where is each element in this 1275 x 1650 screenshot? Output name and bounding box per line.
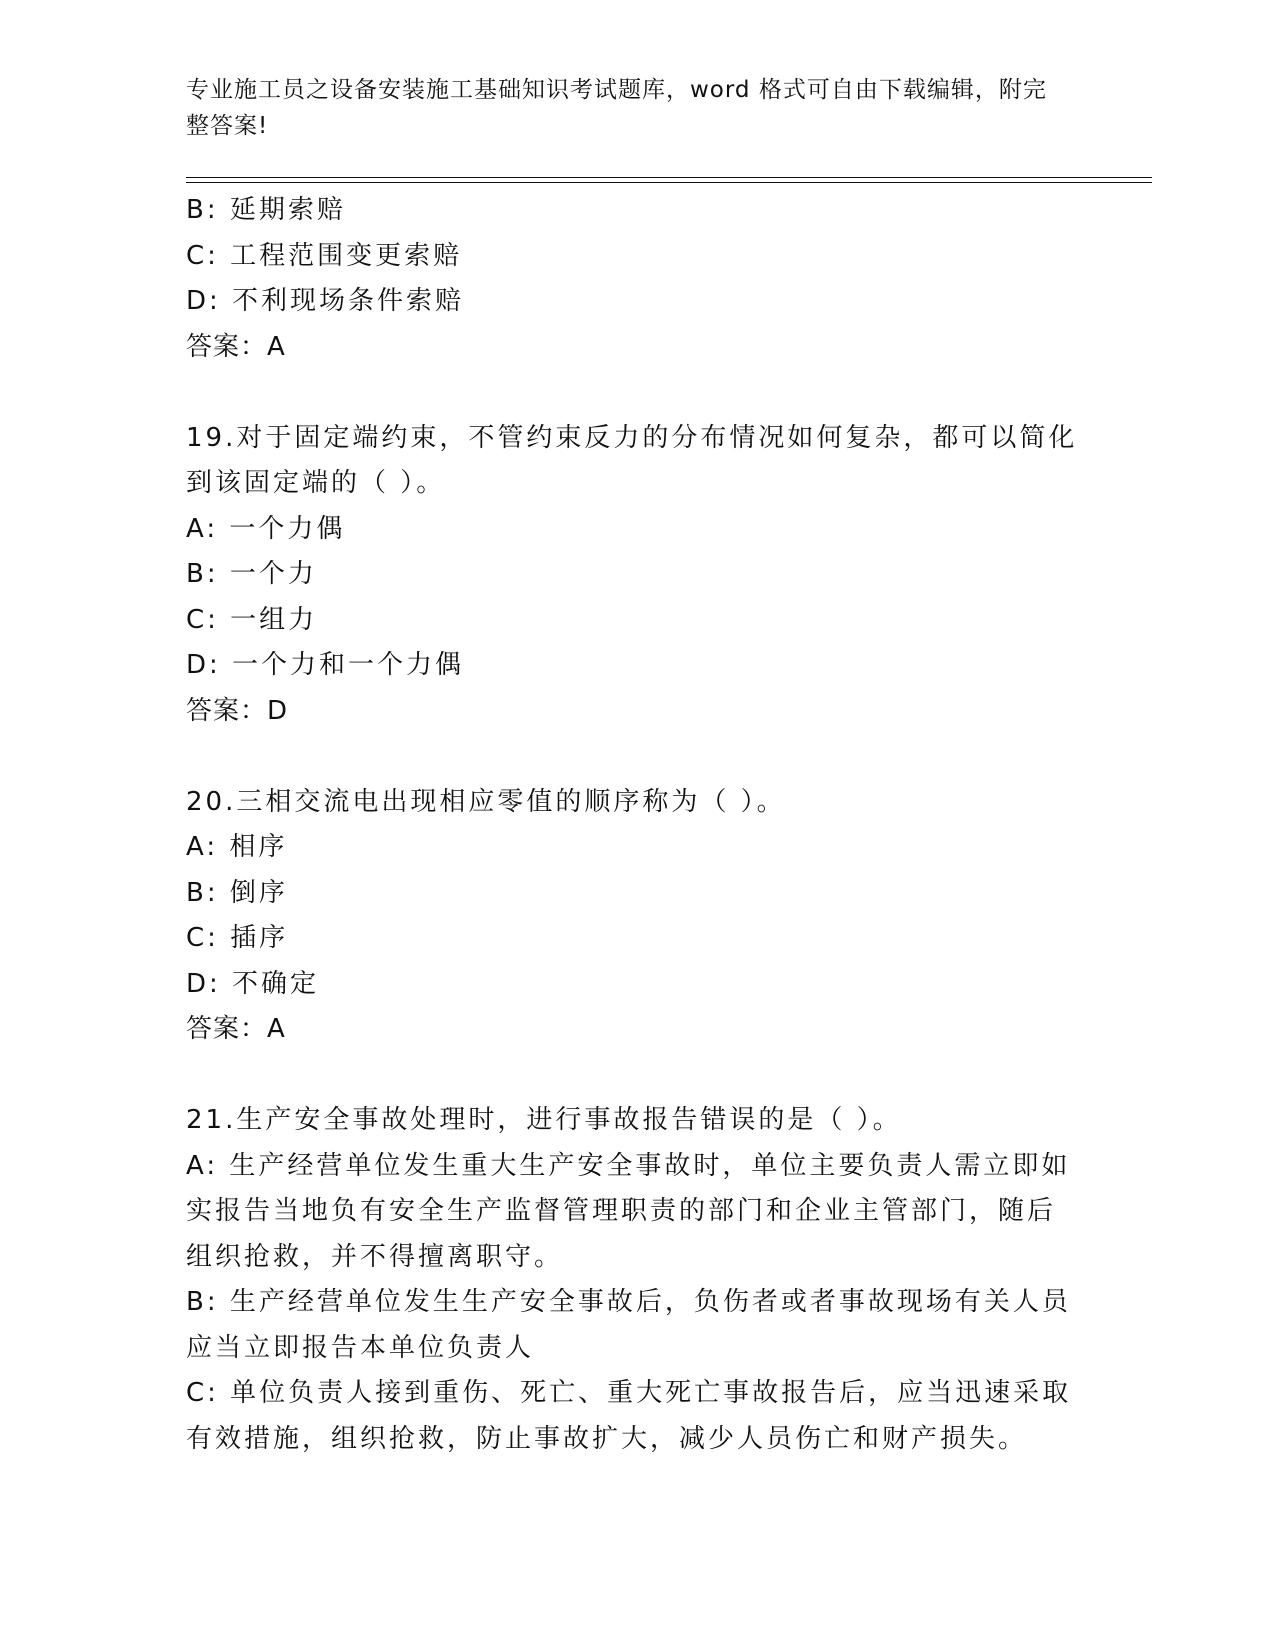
header-divider-bottom — [186, 182, 1152, 183]
question-19 — [186, 416, 1106, 735]
option-b: B: 延期索赔 — [186, 195, 346, 225]
option-a: A: 生产经营单位发生重大生产安全事故时，单位主要负责人需立即如 — [186, 1150, 1071, 1181]
option-d: D: 不利现场条件索赔 — [186, 286, 465, 316]
answer: 答案：D — [186, 695, 289, 726]
option-b: B: 倒序 — [186, 877, 288, 908]
question-20 — [186, 780, 1106, 1053]
option-a: A: 一个力偶 — [186, 513, 346, 544]
option-c: C: 插序 — [186, 923, 289, 953]
option-c-cont: 有效措施，组织抢救，防止事故扩大，减少人员伤亡和财产损失。 — [186, 1423, 1028, 1454]
option-d: D: 一个力和一个力偶 — [186, 650, 465, 680]
question-21 — [186, 1098, 1106, 1462]
question-18 — [186, 188, 1106, 370]
spacer — [186, 370, 1106, 416]
option-a-cont: 实报告当地负有安全生产监督管理职责的部门和企业主管部门，随后 — [186, 1196, 1057, 1226]
question-list — [186, 188, 1106, 1462]
option-c: C: 工程范围变更索赔 — [186, 240, 463, 271]
question-stem: 21.生产安全事故处理时，进行事故报告错误的是（ ）。 — [186, 1105, 902, 1135]
header-divider-top — [186, 177, 1152, 178]
option-c: C: 一组力 — [186, 604, 318, 635]
option-b: B: 生产经营单位发生生产安全事故后，负伤者或者事故现场有关人员 — [186, 1287, 1071, 1317]
option-c: C: 单位负责人接到重伤、死亡、重大死亡事故报告后，应当迅速采取 — [186, 1378, 1072, 1408]
question-stem: 19.对于固定端约束，不管约束反力的分布情况如何复杂，都可以简化 — [186, 422, 1078, 453]
header-line-2: 整答案! — [186, 113, 269, 139]
option-a-cont: 组织抢救，并不得擅离职守。 — [186, 1241, 564, 1272]
header-line-1: 专业施工员之设备安装施工基础知识考试题库，word 格式可自由下载编辑，附完 — [186, 77, 1047, 103]
question-stem: 20.三相交流电出现相应零值的顺序称为（ ）。 — [186, 786, 786, 817]
option-b: B: 一个力 — [186, 559, 317, 589]
spacer — [186, 734, 1106, 780]
spacer — [186, 1053, 1106, 1099]
answer: 答案：A — [186, 331, 286, 362]
option-b-cont: 应当立即报告本单位负责人 — [186, 1332, 535, 1363]
answer: 答案：A — [186, 1014, 286, 1044]
document-header — [186, 72, 1066, 144]
question-stem-cont: 到该固定端的（ ）。 — [186, 468, 446, 498]
option-a: A: 相序 — [186, 832, 288, 862]
option-d: D: 不确定 — [186, 968, 320, 999]
